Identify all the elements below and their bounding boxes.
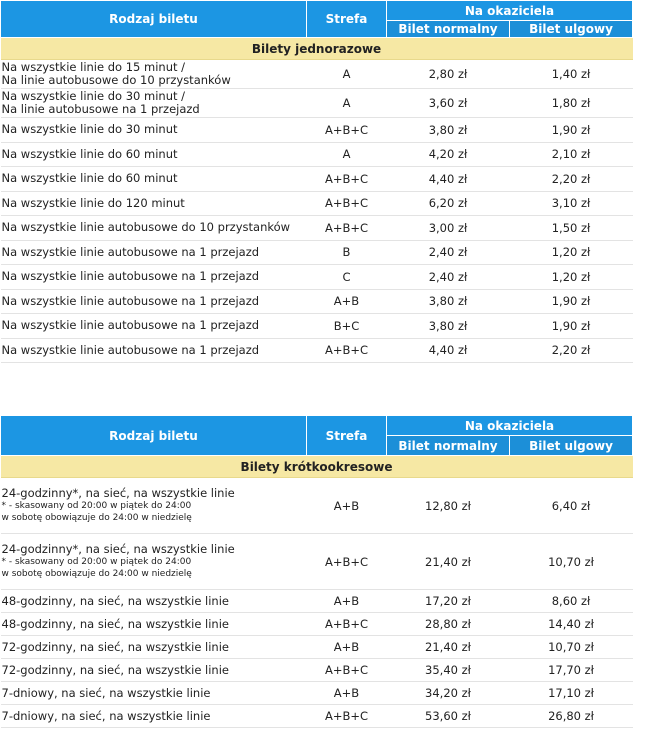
reduced-price: 17,10 zł	[510, 682, 633, 705]
ticket-note: * - skasowany od 20:00 w piątek do 24:00	[1, 501, 192, 511]
zone-cell: A+B+C	[307, 167, 387, 192]
table-row	[1, 705, 633, 728]
reduced-price: 3,10 zł	[510, 191, 633, 216]
ticket-description	[1, 240, 307, 265]
ticket-description	[1, 265, 307, 290]
reduced-price: 8,60 zł	[510, 590, 633, 613]
ticket-description-line: Na wszystkie linie autobusowe na 1 przejazd	[1, 244, 260, 259]
normal-price: 17,20 zł	[387, 590, 510, 613]
ticket-description	[1, 478, 307, 534]
table-row	[1, 534, 633, 590]
table-row	[1, 613, 633, 636]
header-ticket-type: Rodzaj biletu	[1, 1, 307, 38]
zone-cell: A+B+C	[307, 216, 387, 241]
ticket-description	[1, 314, 307, 339]
zone-cell: A	[307, 60, 387, 89]
header-normal: Bilet normalny	[387, 436, 510, 456]
reduced-price: 1,80 zł	[510, 89, 633, 118]
table-row	[1, 478, 633, 534]
zone-cell: A+B	[307, 636, 387, 659]
reduced-price: 1,20 zł	[510, 240, 633, 265]
normal-price: 34,20 zł	[387, 682, 510, 705]
ticket-description-line: Na linie autobusowe na 1 przejazd	[1, 102, 200, 116]
zone-cell: A	[307, 89, 387, 118]
reduced-price: 1,90 zł	[510, 314, 633, 339]
normal-price: 3,80 zł	[387, 314, 510, 339]
header-reduced: Bilet ulgowy	[510, 436, 633, 456]
ticket-description	[1, 216, 307, 241]
header-zone: Strefa	[307, 1, 387, 38]
table-row	[1, 167, 633, 192]
normal-price: 35,40 zł	[387, 659, 510, 682]
header-ticket-type: Rodzaj biletu	[1, 416, 307, 456]
normal-price: 2,80 zł	[387, 60, 510, 89]
table-row	[1, 118, 633, 143]
table-row	[1, 60, 633, 89]
ticket-description-line: Na wszystkie linie autobusowe na 1 przejazd	[1, 318, 260, 333]
ticket-description-line: Na wszystkie linie autobusowe na 1 przejazd	[1, 342, 260, 357]
normal-price: 3,80 zł	[387, 289, 510, 314]
section-title: Bilety krótkookresowe	[1, 456, 633, 478]
ticket-description	[1, 142, 307, 167]
reduced-price: 6,40 zł	[510, 478, 633, 534]
ticket-description	[1, 289, 307, 314]
zone-cell: A+B	[307, 590, 387, 613]
zone-cell: A+B	[307, 682, 387, 705]
ticket-description	[1, 590, 307, 613]
section-title: Bilety jednorazowe	[1, 38, 633, 60]
ticket-description-line: Na wszystkie linie autobusowe na 1 przejazd	[1, 293, 260, 308]
zone-cell: A+B+C	[307, 191, 387, 216]
header-zone: Strefa	[307, 416, 387, 456]
normal-price: 4,40 zł	[387, 167, 510, 192]
ticket-description	[1, 659, 307, 682]
table-row	[1, 216, 633, 241]
ticket-description	[1, 167, 307, 192]
ticket-note: * - skasowany od 20:00 w piątek do 24:00	[1, 557, 192, 567]
table-row	[1, 659, 633, 682]
ticket-description	[1, 191, 307, 216]
fare-table-single	[0, 0, 633, 363]
ticket-description	[1, 534, 307, 590]
zone-cell: A+B+C	[307, 659, 387, 682]
fare-table-short-term	[0, 415, 633, 728]
reduced-price: 1,50 zł	[510, 216, 633, 241]
table-row	[1, 636, 633, 659]
zone-cell: A+B	[307, 289, 387, 314]
ticket-description-line: 72-godzinny, na sieć, na wszystkie linie	[1, 639, 229, 654]
normal-price: 12,80 zł	[387, 478, 510, 534]
reduced-price: 1,40 zł	[510, 60, 633, 89]
zone-cell: A+B+C	[307, 534, 387, 590]
table-row	[1, 191, 633, 216]
ticket-description-line: Na wszystkie linie autobusowe do 10 przystanków	[1, 220, 291, 235]
table-row	[1, 89, 633, 118]
reduced-price: 2,20 zł	[510, 167, 633, 192]
ticket-description-line: 24-godzinny*, na sieć, na wszystkie linie	[1, 486, 235, 500]
table-row	[1, 590, 633, 613]
zone-cell: A+B+C	[307, 338, 387, 363]
reduced-price: 2,10 zł	[510, 142, 633, 167]
normal-price: 6,20 zł	[387, 191, 510, 216]
ticket-description-line: 48-godzinny, na sieć, na wszystkie linie	[1, 593, 229, 608]
ticket-description-line: Na wszystkie linie do 15 minut /	[1, 60, 186, 74]
table-row	[1, 240, 633, 265]
ticket-description-line: 48-godzinny, na sieć, na wszystkie linie	[1, 616, 229, 631]
table-row	[1, 142, 633, 167]
header-reduced: Bilet ulgowy	[510, 21, 633, 38]
ticket-description	[1, 636, 307, 659]
normal-price: 2,40 zł	[387, 265, 510, 290]
ticket-description-line: Na wszystkie linie do 120 minut	[1, 195, 185, 210]
zone-cell: A+B+C	[307, 705, 387, 728]
ticket-description	[1, 60, 307, 89]
header-bearer: Na okaziciela	[387, 416, 633, 436]
zone-cell: B	[307, 240, 387, 265]
reduced-price: 17,70 zł	[510, 659, 633, 682]
ticket-note: w sobotę obowiązuje do 24:00 w niedzielę	[1, 513, 192, 523]
ticket-description-line: 72-godzinny, na sieć, na wszystkie linie	[1, 662, 229, 677]
reduced-price: 1,90 zł	[510, 289, 633, 314]
ticket-description-line: Na wszystkie linie do 60 minut	[1, 146, 178, 161]
zone-cell: A	[307, 142, 387, 167]
reduced-price: 10,70 zł	[510, 636, 633, 659]
table-row	[1, 314, 633, 339]
reduced-price: 1,90 zł	[510, 118, 633, 143]
ticket-description-line: 24-godzinny*, na sieć, na wszystkie linie	[1, 542, 235, 556]
ticket-description-line: 7-dniowy, na sieć, na wszystkie linie	[1, 685, 211, 700]
normal-price: 21,40 zł	[387, 534, 510, 590]
normal-price: 3,80 zł	[387, 118, 510, 143]
normal-price: 4,40 zł	[387, 338, 510, 363]
reduced-price: 26,80 zł	[510, 705, 633, 728]
reduced-price: 14,40 zł	[510, 613, 633, 636]
reduced-price: 2,20 zł	[510, 338, 633, 363]
normal-price: 28,80 zł	[387, 613, 510, 636]
ticket-description	[1, 613, 307, 636]
ticket-description-line: Na wszystkie linie do 60 minut	[1, 171, 178, 186]
normal-price: 21,40 zł	[387, 636, 510, 659]
table-row	[1, 289, 633, 314]
reduced-price: 1,20 zł	[510, 265, 633, 290]
header-normal: Bilet normalny	[387, 21, 510, 38]
ticket-description	[1, 682, 307, 705]
zone-cell: A+B+C	[307, 118, 387, 143]
ticket-description	[1, 338, 307, 363]
normal-price: 2,40 zł	[387, 240, 510, 265]
table-row	[1, 265, 633, 290]
normal-price: 53,60 zł	[387, 705, 510, 728]
normal-price: 3,60 zł	[387, 89, 510, 118]
ticket-description-line: Na wszystkie linie autobusowe na 1 przejazd	[1, 269, 260, 284]
table-row	[1, 338, 633, 363]
ticket-description	[1, 89, 307, 118]
normal-price: 3,00 zł	[387, 216, 510, 241]
ticket-description-line: Na wszystkie linie do 30 minut /	[1, 89, 186, 103]
ticket-description	[1, 705, 307, 728]
zone-cell: B+C	[307, 314, 387, 339]
ticket-description-line: 7-dniowy, na sieć, na wszystkie linie	[1, 708, 211, 723]
table-row	[1, 682, 633, 705]
ticket-description	[1, 118, 307, 143]
ticket-description-line: Na wszystkie linie do 30 minut	[1, 122, 178, 137]
normal-price: 4,20 zł	[387, 142, 510, 167]
zone-cell: A+B+C	[307, 613, 387, 636]
zone-cell: A+B	[307, 478, 387, 534]
ticket-description-line: Na linie autobusowe do 10 przystanków	[1, 73, 231, 87]
zone-cell: C	[307, 265, 387, 290]
reduced-price: 10,70 zł	[510, 534, 633, 590]
ticket-note: w sobotę obowiązuje do 24:00 w niedzielę	[1, 569, 192, 579]
header-bearer: Na okaziciela	[387, 1, 633, 21]
